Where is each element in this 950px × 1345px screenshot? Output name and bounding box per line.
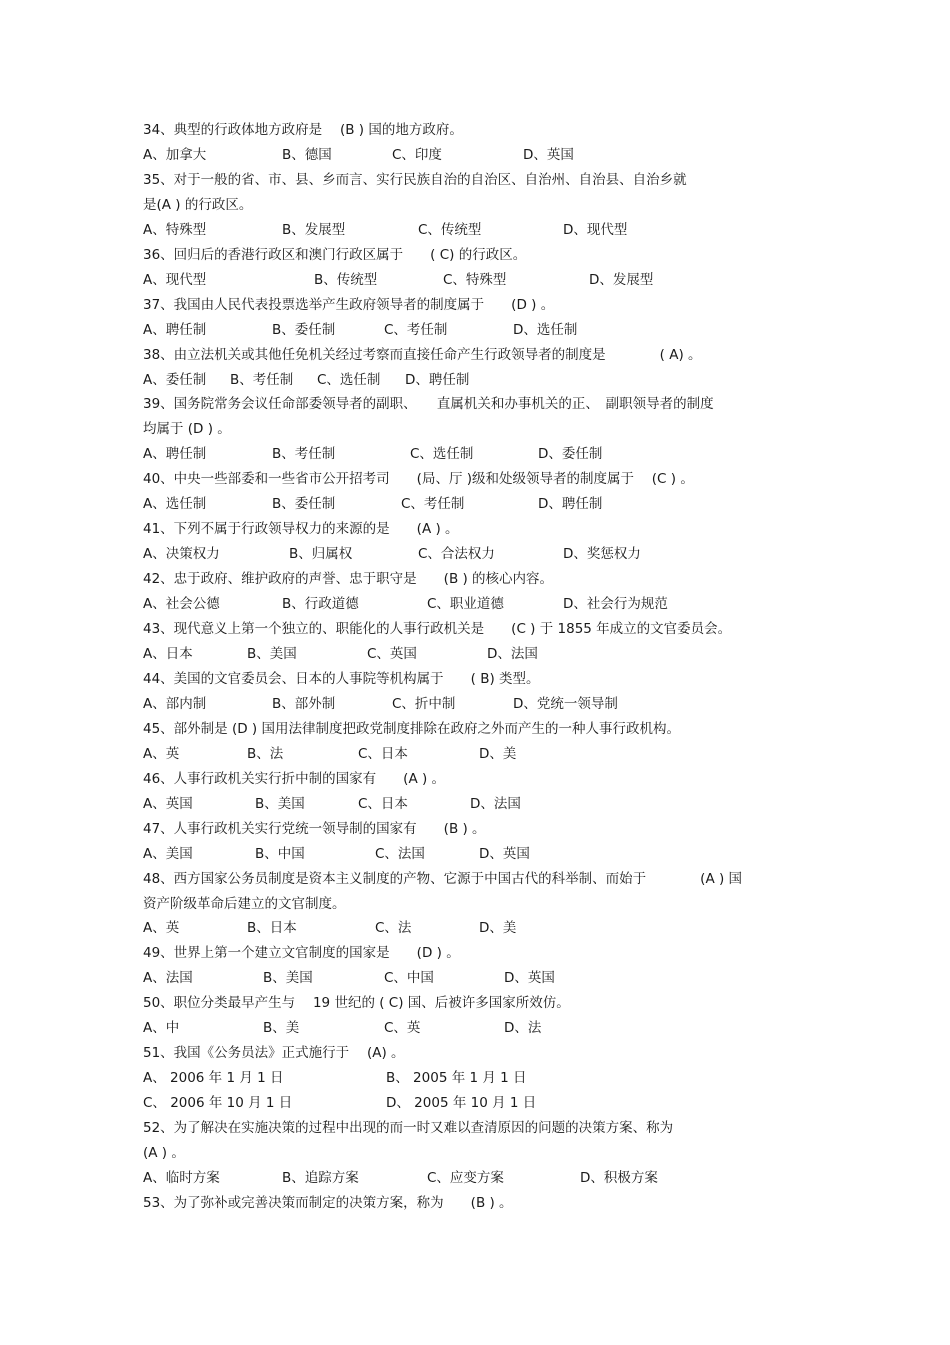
answer-option: B、考任制 — [272, 446, 336, 463]
answer-option: C、折中制 — [392, 695, 456, 712]
question-stem-line: 39、国务院常务会议任命部委领导者的副职、 直属机关和办事机关的正、 副职领导者的制度 — [143, 396, 714, 413]
answer-option: D、选任制 — [513, 321, 578, 338]
options-row — [143, 1169, 843, 1187]
answer-option: B、归属权 — [289, 546, 353, 563]
answer-option: A、临时方案 — [143, 1169, 220, 1186]
answer-option: A、日本 — [143, 646, 193, 662]
answer-option: A、美国 — [143, 845, 193, 862]
question-stem-line: 53、为了弥补或完善决策而制定的决策方案，称为 (B ) 。 — [143, 1194, 513, 1211]
options-row — [143, 495, 843, 513]
answer-option: A、部内制 — [143, 695, 207, 712]
answer-option: D、社会行为规范 — [563, 596, 668, 612]
options-row — [143, 445, 843, 463]
answer-option: B、 2005 年 1 月 1 日 — [386, 1070, 527, 1087]
answer-option: C、合法权力 — [418, 546, 495, 563]
answer-option: B、考任制 — [230, 371, 294, 388]
question-stem-line: (A ) 。 — [143, 1145, 185, 1161]
answer-option: C、职业道德 — [427, 596, 504, 612]
answer-option: C、考任制 — [401, 496, 465, 513]
options-row — [143, 371, 843, 389]
question-stem-line: 35、对于一般的省、市、县、乡而言、实行民族自治的自治区、自治州、自治县、自治乡就 — [143, 171, 687, 188]
answer-option: C、特殊型 — [443, 271, 507, 288]
question-stem-line: 50、职位分类最早产生与 19 世纪的 ( C) 国、后被许多国家所效仿。 — [143, 995, 570, 1012]
question-stem-line: 是(A ) 的行政区。 — [143, 196, 253, 213]
question-stem-line: 47、人事行政机关实行党统一领导制的国家有 (B ) 。 — [143, 820, 486, 837]
answer-option: C、选任制 — [317, 371, 381, 388]
options-row — [143, 969, 843, 987]
question-stem-line: 34、典型的行政体地方政府是 (B ) 国的地方政府。 — [143, 122, 463, 138]
answer-option: C、日本 — [358, 795, 408, 812]
options-row — [143, 845, 843, 863]
answer-option: B、德国 — [282, 146, 332, 163]
answer-option: D、奖惩权力 — [563, 546, 641, 563]
options-row — [143, 919, 843, 937]
answer-option: B、美 — [263, 1020, 300, 1037]
answer-option: C、传统型 — [418, 221, 482, 238]
answer-option: C、选任制 — [410, 446, 474, 463]
options-row — [143, 146, 843, 164]
answer-option: C、英国 — [367, 646, 417, 662]
answer-option: D、美 — [479, 745, 517, 762]
answer-option: D、法国 — [470, 795, 521, 812]
options-row — [143, 545, 843, 563]
answer-option: A、选任制 — [143, 496, 207, 513]
answer-option: B、委任制 — [272, 321, 336, 338]
question-stem-line: 46、人事行政机关实行折中制的国家有 (A ) 。 — [143, 770, 446, 787]
answer-option: D、法国 — [487, 646, 538, 662]
options-row — [143, 1019, 843, 1037]
question-stem-line: 52、为了解决在实施决策的过程中出现的而一时又难以查清原因的问题的决策方案、称为 — [143, 1120, 674, 1136]
question-stem-line: 37、我国由人民代表投票选举产生政府领导者的制度属于 (D ) 。 — [143, 296, 555, 313]
answer-option: D、法 — [504, 1020, 542, 1037]
answer-option: C、日本 — [358, 745, 408, 762]
answer-option: A、英 — [143, 745, 180, 762]
answer-option: B、传统型 — [314, 271, 378, 288]
answer-option: A、委任制 — [143, 371, 207, 388]
answer-option: D、聘任制 — [405, 371, 470, 388]
question-stem-line: 36、回归后的香港行政区和澳门行政区属于 ( C) 的行政区。 — [143, 246, 527, 263]
answer-option: A、社会公德 — [143, 596, 220, 612]
answer-option: C、印度 — [392, 146, 442, 163]
answer-option: B、法 — [247, 745, 284, 762]
answer-option: B、美国 — [263, 970, 313, 987]
answer-option: C、 2006 年 10 月 1 日 — [143, 1095, 293, 1112]
answer-option: A、加拿大 — [143, 146, 207, 163]
answer-option: B、部外制 — [272, 695, 336, 712]
answer-option: C、英 — [384, 1020, 421, 1037]
options-row — [143, 1094, 843, 1112]
answer-option: A、聘任制 — [143, 446, 207, 463]
answer-option: A、英 — [143, 920, 180, 937]
answer-option: D、聘任制 — [538, 496, 603, 513]
answer-option: D、发展型 — [589, 271, 654, 288]
options-row — [143, 695, 843, 713]
question-stem-line: 48、西方国家公务员制度是资本主义制度的产物、它源于中国古代的科举制、而始于 (A ) 国 — [143, 870, 743, 887]
answer-option: A、 2006 年 1 月 1 日 — [143, 1070, 284, 1087]
answer-option: C、中国 — [384, 970, 434, 987]
answer-option: A、决策权力 — [143, 546, 220, 563]
answer-option: B、中国 — [255, 845, 305, 862]
answer-option: D、党统一领导制 — [513, 695, 618, 712]
answer-option: D、 2005 年 10 月 1 日 — [386, 1095, 537, 1112]
question-stem-line: 均属于 (D ) 。 — [143, 421, 231, 438]
answer-option: A、聘任制 — [143, 321, 207, 338]
options-row — [143, 221, 843, 239]
question-stem-line: 41、下列不属于行政领导权力的来源的是 (A ) 。 — [143, 521, 459, 538]
answer-option: B、发展型 — [282, 221, 346, 238]
question-stem-line: 38、由立法机关或其他任免机关经过考察而直接任命产生行政领导者的制度是 ( A) 。 — [143, 346, 702, 363]
question-stem-line: 49、世界上第一个建立文官制度的国家是 (D ) 。 — [143, 945, 460, 962]
answer-option: D、委任制 — [538, 446, 603, 463]
answer-option: D、英国 — [504, 970, 555, 987]
options-row — [143, 1069, 843, 1087]
options-row — [143, 271, 843, 289]
options-row — [143, 321, 843, 339]
options-row — [143, 745, 843, 763]
answer-option: D、英国 — [479, 845, 530, 862]
answer-option: A、现代型 — [143, 271, 207, 288]
answer-option: D、积极方案 — [580, 1169, 658, 1186]
answer-option: C、应变方案 — [427, 1169, 504, 1186]
answer-option: A、特殊型 — [143, 221, 207, 238]
question-stem-line: 45、部外制是 (D ) 国用法律制度把政党制度排除在政府之外而产生的一种人事行政机构。 — [143, 720, 680, 737]
answer-option: A、中 — [143, 1020, 180, 1037]
answer-option: D、现代型 — [563, 221, 628, 238]
question-stem-line: 42、忠于政府、维护政府的声誉、忠于职守是 (B ) 的核心内容。 — [143, 571, 554, 588]
answer-option: B、委任制 — [272, 496, 336, 513]
question-stem-line: 43、现代意义上第一个独立的、职能化的人事行政机关是 (C ) 于 1855 年成立的文官委员会。 — [143, 621, 732, 637]
options-row — [143, 595, 843, 613]
question-stem-line: 51、我国《公务员法》正式施行于 (A) 。 — [143, 1045, 405, 1062]
question-stem-line: 44、美国的文官委员会、日本的人事院等机构属于 ( B) 类型。 — [143, 670, 540, 687]
answer-option: D、英国 — [523, 146, 574, 163]
question-stem-line: 40、中央一些部委和一些省市公开招考司 (局、厅 )级和处级领导者的制度属于 (C ) 。 — [143, 471, 694, 488]
answer-option: D、美 — [479, 920, 517, 937]
answer-option: C、考任制 — [384, 321, 448, 338]
answer-option: B、追踪方案 — [282, 1169, 359, 1186]
options-row — [143, 795, 843, 813]
answer-option: A、英国 — [143, 795, 193, 812]
question-stem-line: 资产阶级革命后建立的文官制度。 — [143, 895, 346, 912]
answer-option: C、法国 — [375, 845, 425, 862]
answer-option: B、美国 — [247, 646, 297, 662]
answer-option: C、法 — [375, 920, 412, 937]
options-row — [143, 645, 843, 663]
answer-option: B、美国 — [255, 795, 305, 812]
answer-option: B、日本 — [247, 920, 297, 937]
answer-option: B、行政道德 — [282, 596, 359, 612]
answer-option: A、法国 — [143, 970, 193, 987]
